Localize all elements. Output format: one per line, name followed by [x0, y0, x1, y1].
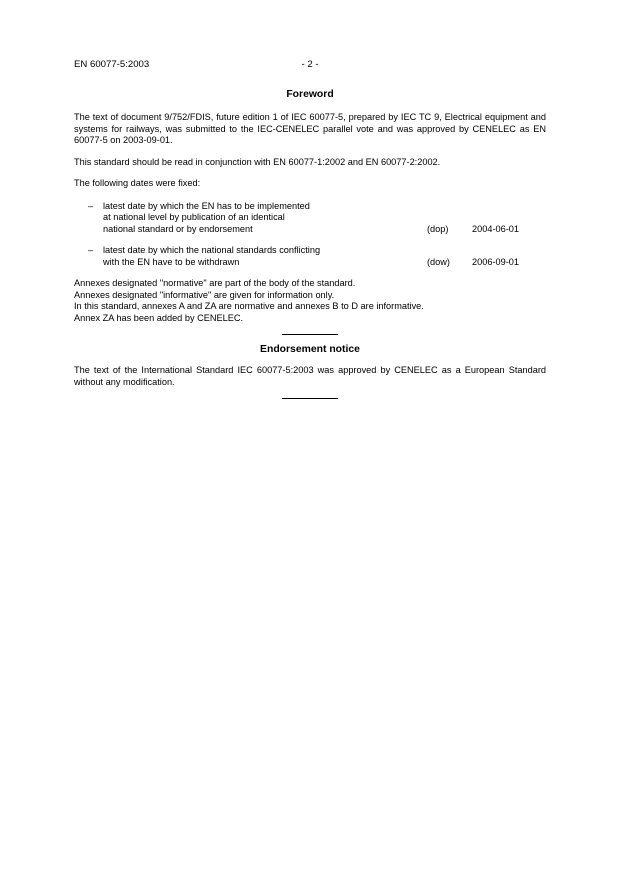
annex-note-line: Annex ZA has been added by CENELEC. — [74, 312, 244, 323]
dates-list — [74, 201, 546, 269]
foreword-paragraph-2: This standard should be read in conjunction with EN 60077-1:2002 and EN 60077-2:2002. — [74, 156, 441, 167]
annex-note-line: In this standard, annexes A and ZA are normative and annexes B to D are informative. — [74, 301, 424, 311]
date-item-dow — [74, 245, 546, 268]
date-description — [103, 201, 363, 236]
date-description-line: national standard or by endorsement — [103, 223, 253, 234]
endorsement-paragraph: The text of the International Standard IEC 60077-5:2003 was approved by CENELEC as a European Standard without any modification. — [74, 365, 546, 387]
document-page — [74, 57, 546, 399]
annex-notes — [74, 278, 546, 324]
date-item-dop — [74, 201, 546, 236]
date-description-line: at national level by publication of an identical — [103, 212, 285, 222]
annex-note-line: Annexes designated "normative" are part of the body of the standard. — [74, 278, 356, 288]
section-divider — [282, 398, 338, 399]
date-abbreviation: (dop) — [427, 223, 449, 234]
date-value: 2006-09-01 — [472, 256, 519, 267]
endorsement-heading: Endorsement notice — [260, 344, 360, 355]
foreword-paragraph-3: The following dates were fixed: — [74, 178, 201, 188]
foreword-paragraph-1: The text of document 9/752/FDIS, future edition 1 of IEC 60077-5, prepared by IEC TC 9, Electrical equipment and systems for railways, was submitted to the IEC-CENELEC parallel vote and was approved by CENELEC as EN 60077-5 on 2003-09-01. — [74, 112, 546, 145]
list-dash: – — [88, 245, 94, 255]
date-description — [103, 245, 363, 268]
date-value: 2004-06-01 — [472, 223, 519, 234]
page-number: - 2 - — [301, 59, 319, 70]
date-abbreviation: (dow) — [427, 256, 450, 267]
date-description-line: with the EN have to be withdrawn — [103, 256, 240, 267]
annex-note-line: Annexes designated "informative" are given for information only. — [74, 289, 335, 300]
document-id: EN 60077-5:2003 — [74, 59, 150, 70]
date-description-line: latest date by which the EN has to be implemented — [103, 200, 310, 211]
list-dash: – — [88, 200, 94, 211]
page-header — [74, 57, 546, 71]
foreword-heading: Foreword — [286, 89, 334, 100]
section-divider — [282, 334, 338, 335]
date-description-line: latest date by which the national standards conflicting — [103, 245, 321, 255]
